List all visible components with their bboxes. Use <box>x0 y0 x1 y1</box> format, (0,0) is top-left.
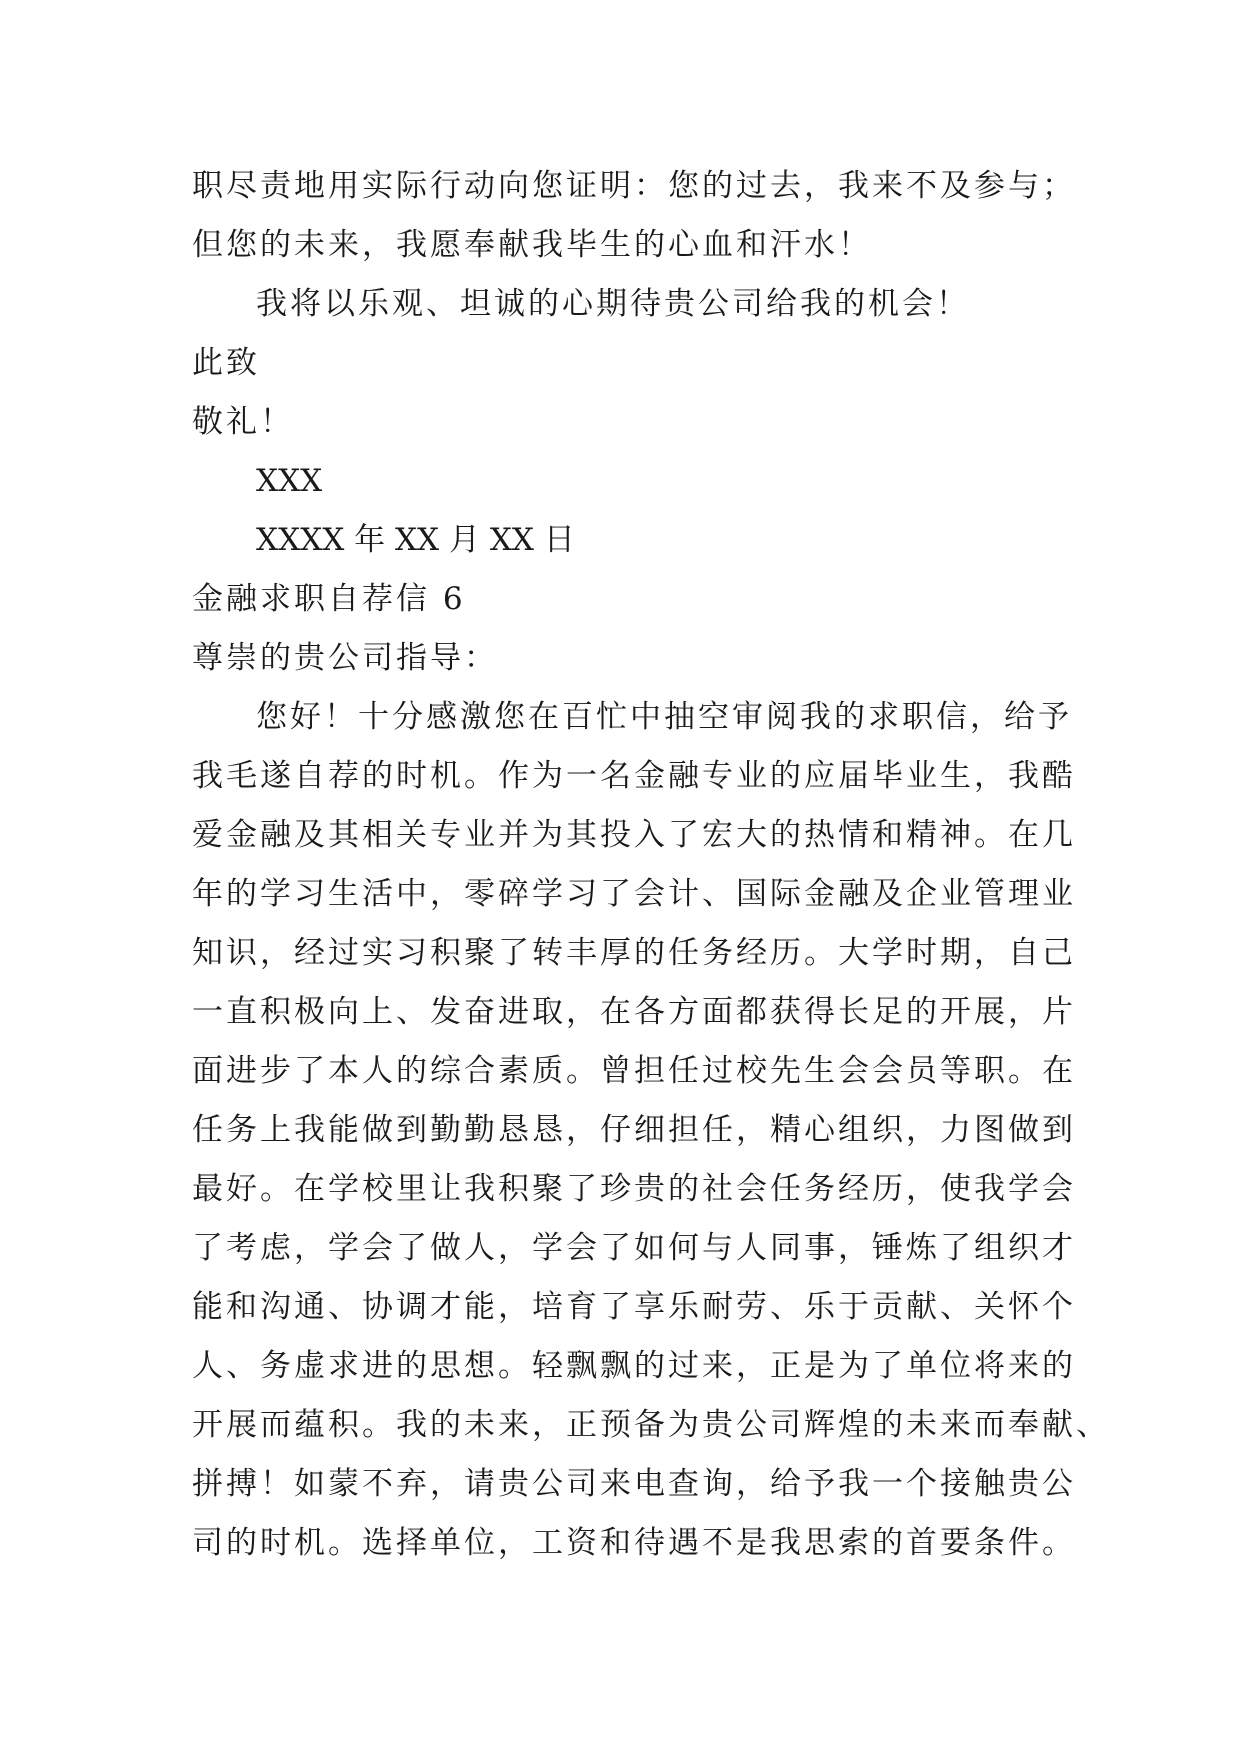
body-line: 爱金融及其相关专业并为其投入了宏大的热情和精神。在几 <box>192 817 1076 853</box>
section-title: 金融求职自荐信 6 <box>192 581 466 617</box>
body-line: 年的学习生活中，零碎学习了会计、国际金融及企业管理业 <box>192 876 1076 912</box>
body-line: 面进步了本人的综合素质。曾担任过校先生会会员等职。在 <box>192 1053 1076 1089</box>
body-line: 您好！十分感激您在百忙中抽空审阅我的求职信，给予 <box>256 699 1072 735</box>
body-line: 任务上我能做到勤勤恳恳，仔细担任，精心组织，力图做到 <box>192 1112 1076 1148</box>
continuation-line: 但您的未来，我愿奉献我毕生的心血和汗水！ <box>192 227 872 263</box>
body-line: 开展而蕴积。我的未来，正预备为贵公司辉煌的未来而奉献、 <box>192 1407 1110 1443</box>
closing-line: 我将以乐观、坦诚的心期待贵公司给我的机会！ <box>256 286 970 322</box>
body-line: 能和沟通、协调才能，培育了享乐耐劳、乐于贡献、关怀个 <box>192 1289 1076 1325</box>
body-line: 我毛遂自荐的时机。作为一名金融专业的应届毕业生，我酷 <box>192 758 1076 794</box>
signature-date: XXXX 年 XX 月 XX 日 <box>256 522 575 558</box>
body-line: 人、务虚求进的思想。轻飘飘的过来，正是为了单位将来的 <box>192 1348 1076 1384</box>
salutation-line: 敬礼！ <box>192 404 294 440</box>
body-line: 最好。在学校里让我积聚了珍贵的社会任务经历，使我学会 <box>192 1171 1076 1207</box>
body-line: 一直积极向上、发奋进取，在各方面都获得长足的开展，片 <box>192 994 1076 1030</box>
body-line: 拼搏！如蒙不弃，请贵公司来电查询，给予我一个接触贵公 <box>192 1466 1076 1502</box>
body-line: 了考虑，学会了做人，学会了如何与人同事，锤炼了组织才 <box>192 1230 1076 1266</box>
signature-name: XXX <box>256 463 323 499</box>
salutation-line: 此致 <box>192 345 260 381</box>
letter-text <box>192 157 1110 1573</box>
body-line: 知识，经过实习积聚了转丰厚的任务经历。大学时期，自己 <box>192 935 1076 971</box>
greeting: 尊崇的贵公司指导： <box>192 640 498 676</box>
body-line: 司的时机。选择单位，工资和待遇不是我思索的首要条件。 <box>192 1525 1076 1561</box>
continuation-line: 职尽责地用实际行动向您证明：您的过去，我来不及参与； <box>192 168 1076 204</box>
